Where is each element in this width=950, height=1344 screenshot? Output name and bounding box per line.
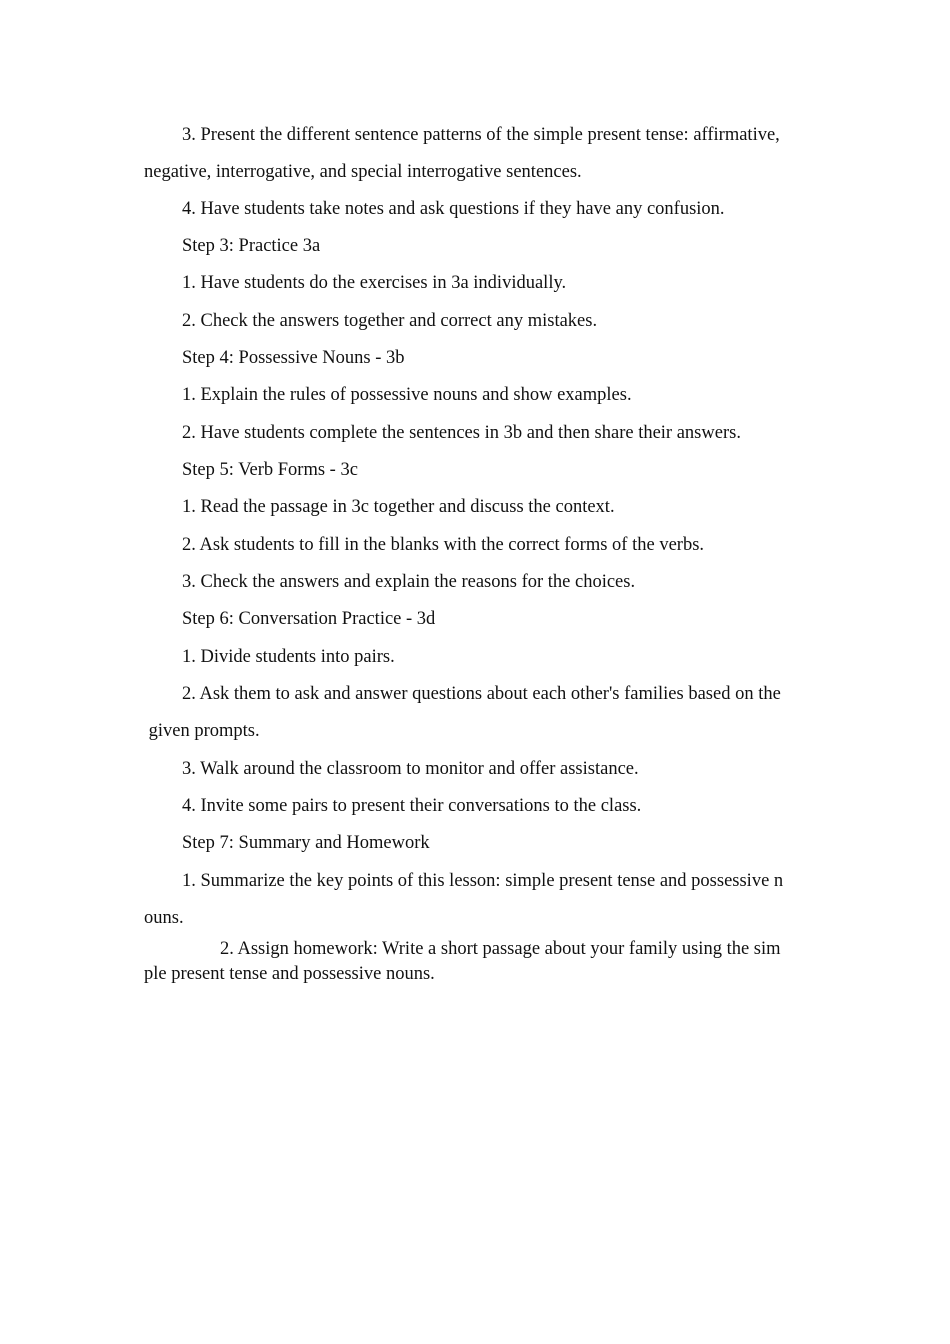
text-line: 2. Ask them to ask and answer questions about each other's families based on the [182,684,781,704]
text-line: 2. Assign homework: Write a short passage about your family using the sim [220,939,781,959]
text-line: 1. Read the passage in 3c together and discuss the context. [182,497,615,517]
text-line: 1. Divide students into pairs. [182,647,395,667]
text-line: 3. Check the answers and explain the reasons for the choices. [182,572,636,592]
text-line: 3. Walk around the classroom to monitor and offer assistance. [182,759,639,779]
step-heading: Step 3: Practice 3a [182,236,321,256]
text-line: ouns. [144,908,184,928]
step-heading: Step 7: Summary and Homework [182,833,430,853]
text-line: 1. Explain the rules of possessive nouns and show examples. [182,385,632,405]
text-line: 4. Have students take notes and ask questions if they have any confusion. [182,199,725,219]
text-line: 3. Present the different sentence patterns of the simple present tense: affirmative, [182,125,780,145]
step-heading: Step 6: Conversation Practice - 3d [182,609,436,629]
text-line: 2. Ask students to fill in the blanks with the correct forms of the verbs. [182,535,705,555]
text-line: ple present tense and possessive nouns. [144,964,435,984]
text-line: 4. Invite some pairs to present their conversations to the class. [182,796,642,816]
text-line: 2. Have students complete the sentences in 3b and then share their answers. [182,423,741,443]
text-line: negative, interrogative, and special interrogative sentences. [144,162,582,182]
text-line: given prompts. [144,721,260,741]
step-heading: Step 5: Verb Forms - 3c [182,460,358,480]
text-line: 2. Check the answers together and correct any mistakes. [182,311,598,331]
text-line: 1. Summarize the key points of this lesson: simple present tense and possessive n [182,871,784,891]
step-heading: Step 4: Possessive Nouns - 3b [182,348,405,368]
text-line: 1. Have students do the exercises in 3a individually. [182,273,567,293]
